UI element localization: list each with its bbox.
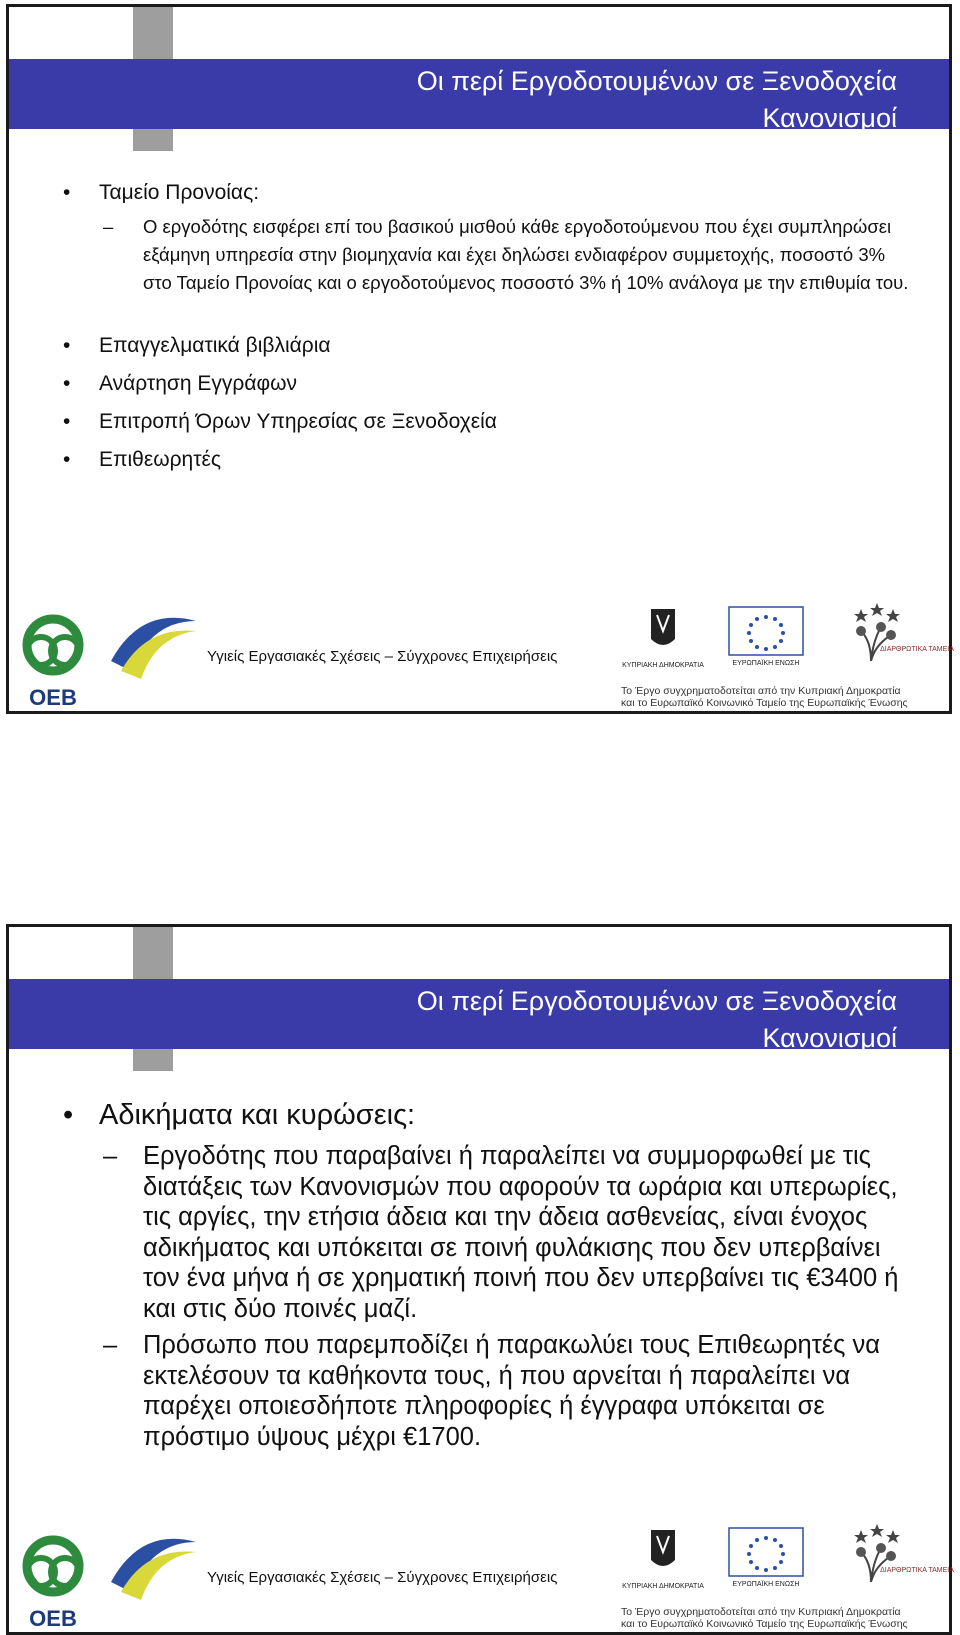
cyprus-emblem-icon	[621, 1524, 705, 1594]
bullet-dot-icon: •	[63, 181, 71, 204]
funding-caption	[621, 1606, 908, 1630]
footer-tagline: Υγιείς Εργασιακές Σχέσεις – Σύγχρονες Επιχειρήσεις	[207, 1569, 558, 1586]
gray-tab-top	[133, 927, 173, 979]
title-line-2: Κανονισμοί	[762, 1023, 897, 1053]
bullet-dot-icon: •	[63, 334, 71, 357]
bullet-text: Αδικήματα και κυρώσεις:	[99, 1099, 416, 1131]
slide-1	[6, 4, 952, 714]
gray-tab-top	[133, 7, 173, 59]
svg-text:ΚΥΠΡΙΑΚΗ ΔΗΜΟΚΡΑΤΙΑ: ΚΥΠΡΙΑΚΗ ΔΗΜΟΚΡΑΤΙΑ	[622, 662, 704, 669]
dash-icon: –	[103, 1331, 118, 1359]
bullet-dot-icon: •	[63, 410, 71, 433]
gray-tab-bottom	[133, 129, 173, 151]
bullet-item	[63, 177, 909, 209]
sub-text: Ο εργοδότης εισφέρει επί του βασικού μισθού κάθε εργοδοτούμενου που έχει συμπληρώσει εξάμηνη υπηρεσία στην βιομηχανία και έχει δηλώσει ενδιαφέρον συμμετοχής, ποσοστό 3% στο Ταμείο Προνοίας και ο εργοδοτούμενος ποσοστό 3% ή 10% ανάλογα με την επιθυμία του.	[143, 216, 909, 293]
svg-text:ΔΙΑΡΘΡΩΤΙΚΑ ΤΑΜΕΙΑ: ΔΙΑΡΘΡΩΤΙΚΑ ΤΑΜΕΙΑ	[880, 1567, 954, 1574]
svg-text:ΕΥΡΩΠΑΪΚΗ ΕΝΩΣΗ: ΕΥΡΩΠΑΪΚΗ ΕΝΩΣΗ	[732, 660, 800, 667]
bullet-text: Ταμείο Προνοίας:	[99, 181, 260, 204]
svg-text:OEB: OEB	[29, 685, 77, 710]
bullet-dot-icon: •	[63, 448, 71, 471]
svg-text:ΔΙΑΡΘΡΩΤΙΚΑ ΤΑΜΕΙΑ: ΔΙΑΡΘΡΩΤΙΚΑ ΤΑΜΕΙΑ	[880, 646, 954, 653]
bullet-text: Επιθεωρητές	[99, 448, 222, 471]
slide-2-content	[63, 1095, 909, 1452]
title-line-1: Οι περί Εργοδοτουμένων σε Ξενοδοχεία	[416, 66, 897, 96]
caption-line-1: Το Έργο συγχρηματοδοτείται από την Κυπριακή Δημοκρατία	[621, 1606, 901, 1618]
slide-2	[6, 924, 952, 1635]
oeb-logo-icon	[13, 1532, 93, 1632]
bullet-item	[63, 403, 909, 441]
swoosh-logo-icon	[101, 1522, 201, 1602]
bullet-dot-icon: •	[63, 372, 71, 395]
slide-1-content	[63, 177, 909, 479]
eu-flag-icon	[721, 1526, 811, 1588]
sub-text: Εργοδότης που παραβαίνει ή παραλείπει να συμμορφωθεί με τις διατάξεις των Κανονισμών που αφορούν τα ωράρια και υπερωρίες, τις αργίες, την ετήσια άδεια και την άδεια ασθενείας, είναι ένοχος αδικήματος και υπόκειται σε ποινή φυλάκισης που δεν υπερβαίνει τον ένα μήνα ή σε χρηματική ποινή που δεν υπερβαίνει τις €3400 ή και στις δύο ποινές μαζί.	[143, 1142, 899, 1323]
slide-title	[417, 983, 897, 1057]
caption-line-1: Το Έργο συγχρηματοδοτείται από την Κυπριακή Δημοκρατία	[621, 685, 901, 697]
svg-text:ΕΥΡΩΠΑΪΚΗ ΕΝΩΣΗ: ΕΥΡΩΠΑΪΚΗ ΕΝΩΣΗ	[732, 1581, 800, 1588]
sub-item	[103, 213, 909, 297]
title-line-2: Κανονισμοί	[762, 103, 897, 133]
bullet-text: Επιτροπή Όρων Υπηρεσίας σε Ξενοδοχεία	[99, 410, 497, 433]
dash-icon: –	[103, 1142, 118, 1170]
svg-text:OEB: OEB	[29, 1606, 77, 1631]
bullet-dot-icon: •	[63, 1099, 74, 1131]
gray-tab-bottom	[133, 1049, 173, 1071]
bullet-item	[63, 327, 909, 365]
title-line-1: Οι περί Εργοδοτουμένων σε Ξενοδοχεία	[416, 986, 897, 1016]
bullet-item	[63, 441, 909, 479]
slide-footer	[9, 1522, 954, 1632]
cyprus-emblem-icon	[621, 603, 705, 673]
dash-icon: –	[103, 216, 114, 237]
bullet-text: Επαγγελματικά βιβλιάρια	[99, 334, 331, 357]
swoosh-logo-icon	[101, 601, 201, 681]
bullet-text: Ανάρτηση Εγγράφων	[99, 372, 297, 395]
caption-line-2: και το Ευρωπαϊκό Κοινωνικό Ταμείο της Ευρωπαϊκής Ένωσης	[621, 1618, 908, 1630]
slide-title	[417, 63, 897, 137]
footer-tagline: Υγιείς Εργασιακές Σχέσεις – Σύγχρονες Επιχειρήσεις	[207, 648, 558, 665]
svg-text:ΚΥΠΡΙΑΚΗ ΔΗΜΟΚΡΑΤΙΑ: ΚΥΠΡΙΑΚΗ ΔΗΜΟΚΡΑΤΙΑ	[622, 1583, 704, 1590]
bullet-item	[63, 365, 909, 403]
slide-footer	[9, 601, 954, 711]
sub-item	[103, 1330, 909, 1452]
eu-flag-icon	[721, 605, 811, 667]
bullet-list	[63, 327, 909, 479]
oeb-logo-icon	[13, 611, 93, 711]
sub-item	[103, 1141, 909, 1324]
structural-funds-logo-icon	[841, 1522, 954, 1596]
caption-line-2: και το Ευρωπαϊκό Κοινωνικό Ταμείο της Ευρωπαϊκής Ένωσης	[621, 697, 908, 709]
funding-caption	[621, 685, 908, 709]
sub-text: Πρόσωπο που παρεμποδίζει ή παρακωλύει τους Επιθεωρητές να εκτελέσουν τα καθήκοντα τους, ή που αρνείται ή παραλείπει να παρέχει οποιεσδήποτε πληροφορίες ή έγγραφα υπόκειται σε πρόστιμο ύψους μέχρι €1700.	[143, 1331, 880, 1451]
structural-funds-logo-icon	[841, 601, 954, 675]
bullet-item	[63, 1095, 909, 1135]
